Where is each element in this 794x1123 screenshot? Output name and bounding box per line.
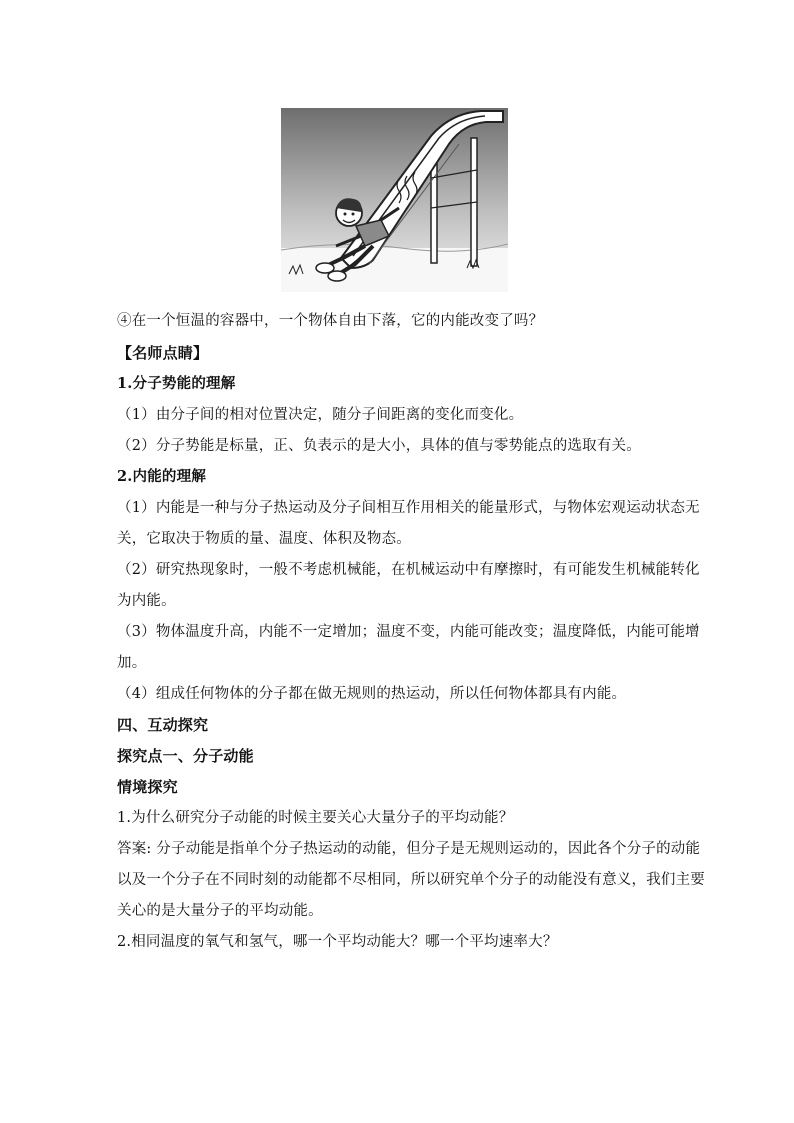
answer-1-line-2: 以及一个分子在不同时刻的动能都不尽相同，所以研究单个分子的动能没有意义，我们主要 bbox=[117, 872, 705, 888]
section-2-point-4: （4）组成任何物体的分子都在做无规则的热运动，所以任何物体都具有内能。 bbox=[117, 686, 627, 702]
part-4-heading: 四、互动探究 bbox=[117, 716, 209, 734]
explore-point-1-heading: 探究点一、分子动能 bbox=[117, 747, 254, 765]
slide-illustration bbox=[281, 108, 508, 292]
section-2-point-3-line-2: 加。 bbox=[117, 655, 147, 671]
section-2-point-1-line-1: （1）内能是一种与分子热运动及分子间相互作用相关的能量形式，与物体宏观运动状态无 bbox=[117, 500, 700, 516]
question-1: 1.为什么研究分子动能的时候主要关心大量分子的平均动能？ bbox=[117, 810, 514, 826]
section-1-title: 1.分子势能的理解 bbox=[117, 375, 236, 392]
section-2-point-2-line-1: （2）研究热现象时，一般不考虑机械能，在机械运动中有摩擦时，有可能发生机械能转化 bbox=[117, 562, 700, 578]
answer-1-line-1: 答案: 分子动能是指单个分子热运动的动能，但分子是无规则运动的，因此各个分子的动能 bbox=[117, 841, 701, 857]
tips-heading: 【名师点睛】 bbox=[117, 344, 209, 362]
section-1-point-2: （2）分子势能是标量，正、负表示的是大小，具体的值与零势能点的选取有关。 bbox=[117, 438, 641, 454]
situation-heading: 情境探究 bbox=[117, 778, 178, 796]
question-4: ④在一个恒温的容器中，一个物体自由下落，它的内能改变了吗？ bbox=[117, 313, 544, 329]
question-2: 2.相同温度的氧气和氢气，哪一个平均动能大？哪一个平均速率大？ bbox=[117, 934, 558, 950]
section-1-point-1: （1）由分子间的相对位置决定，随分子间距离的变化而变化。 bbox=[117, 407, 524, 423]
answer-1-line-3: 关心的是大量分子的平均动能。 bbox=[117, 903, 323, 919]
section-2-title: 2.内能的理解 bbox=[117, 468, 207, 485]
section-2-point-1-line-2: 关，它取决于物质的量、温度、体积及物态。 bbox=[117, 531, 411, 547]
section-2-point-2-line-2: 为内能。 bbox=[117, 593, 176, 609]
section-2-point-3-line-1: （3）物体温度升高，内能不一定增加；温度不变，内能可能改变；温度降低，内能可能增 bbox=[117, 624, 700, 640]
